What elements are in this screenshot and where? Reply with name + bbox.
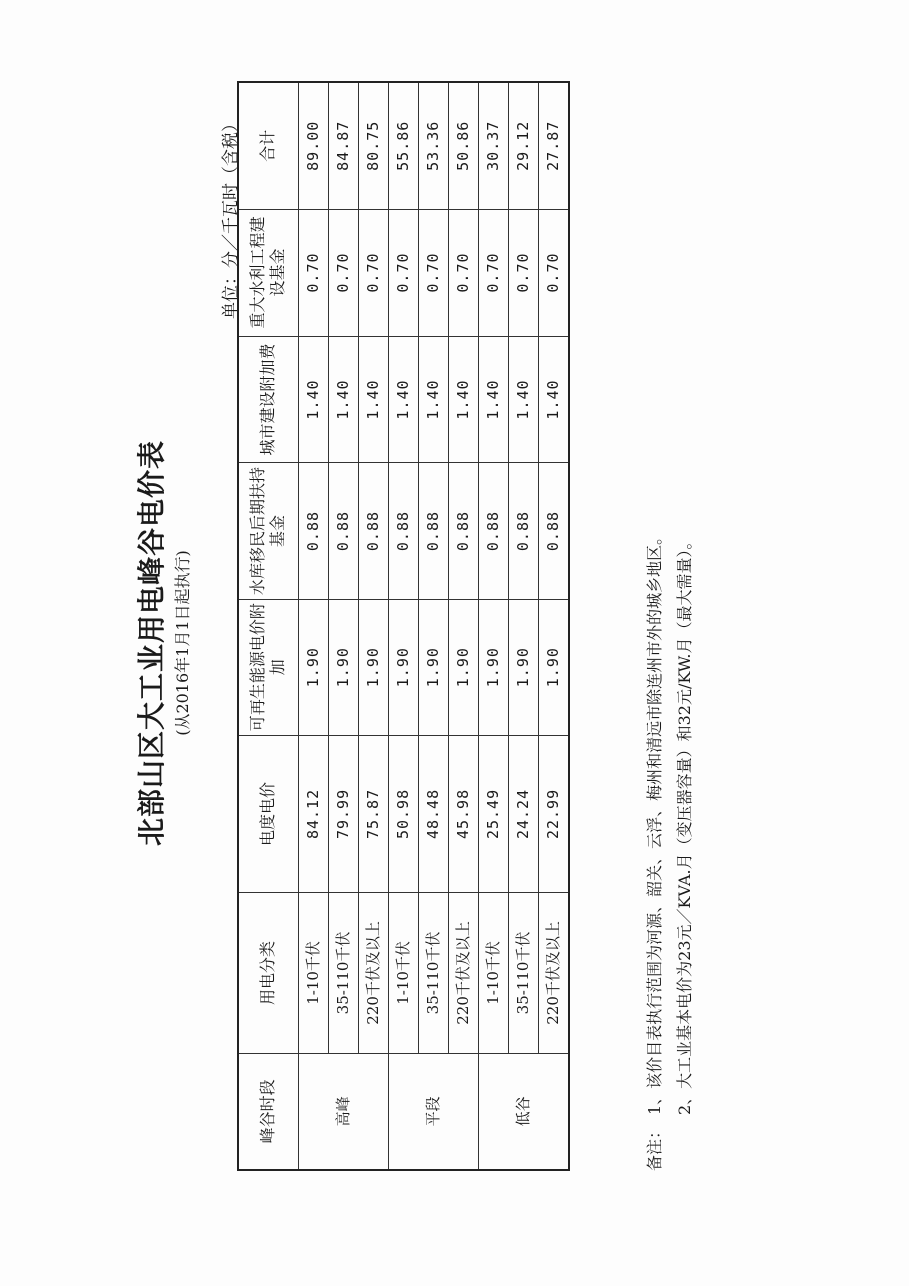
category-cell: 35-110千伏 [418, 893, 448, 1054]
renewable-cell: 1.90 [298, 599, 328, 735]
water-cell: 0.70 [328, 209, 358, 336]
table-row [328, 82, 358, 1170]
note-line-2 [670, 529, 700, 1171]
page-subtitle: (从2016年1月1日起执行) [173, 550, 192, 736]
reservoir-cell: 0.88 [388, 463, 418, 599]
category-cell: 1-10千伏 [298, 893, 328, 1054]
energy-price-cell: 75.87 [358, 735, 388, 892]
notes-block [640, 529, 700, 1171]
renewable-cell: 1.90 [448, 599, 478, 735]
header-total: 合计 [238, 82, 298, 209]
renewable-cell: 1.90 [358, 599, 388, 735]
header-category: 用电分类 [238, 893, 298, 1054]
total-cell: 30.37 [478, 82, 508, 209]
water-cell: 0.70 [508, 209, 538, 336]
total-cell: 55.86 [388, 82, 418, 209]
table-row [478, 82, 508, 1170]
renewable-cell: 1.90 [328, 599, 358, 735]
note-line-1 [640, 529, 670, 1171]
table-row [388, 82, 418, 1170]
renewable-cell: 1.90 [388, 599, 418, 735]
renewable-cell: 1.90 [418, 599, 448, 735]
unit-label: 单位：分／千瓦时（含税） [221, 115, 241, 319]
city-cell: 1.40 [478, 336, 508, 463]
category-cell: 1-10千伏 [478, 893, 508, 1054]
header-water: 重大水利工程建设基金 [238, 209, 298, 336]
table-row [298, 82, 328, 1170]
city-cell: 1.40 [508, 336, 538, 463]
energy-price-cell: 45.98 [448, 735, 478, 892]
water-cell: 0.70 [538, 209, 569, 336]
energy-price-cell: 79.99 [328, 735, 358, 892]
energy-price-cell: 22.99 [538, 735, 569, 892]
note-item-2: 2、大工业基本电价为23元／KVA.月（变压器容量）和32元/KW.月（最大需量）。 [675, 533, 694, 1115]
category-cell: 220千伏及以上 [358, 893, 388, 1054]
price-table [237, 81, 570, 1171]
total-cell: 89.00 [298, 82, 328, 209]
city-cell: 1.40 [298, 336, 328, 463]
city-cell: 1.40 [418, 336, 448, 463]
energy-price-cell: 25.49 [478, 735, 508, 892]
note-item-1: 1、该价目表执行范围为河源、韶关、云浮、梅州和清远市除连州市外的城乡地区。 [645, 528, 664, 1115]
city-cell: 1.40 [538, 336, 569, 463]
energy-price-cell: 24.24 [508, 735, 538, 892]
header-energy-price: 电度电价 [238, 735, 298, 892]
city-cell: 1.40 [358, 336, 388, 463]
water-cell: 0.70 [448, 209, 478, 336]
total-cell: 80.75 [358, 82, 388, 209]
total-cell: 84.87 [328, 82, 358, 209]
city-cell: 1.40 [328, 336, 358, 463]
water-cell: 0.70 [358, 209, 388, 336]
city-cell: 1.40 [448, 336, 478, 463]
reservoir-cell: 0.88 [358, 463, 388, 599]
reservoir-cell: 0.88 [478, 463, 508, 599]
reservoir-cell: 0.88 [418, 463, 448, 599]
renewable-cell: 1.90 [538, 599, 569, 735]
reservoir-cell: 0.88 [298, 463, 328, 599]
header-city: 城市建设附加费 [238, 336, 298, 463]
header-period: 峰谷时段 [238, 1053, 298, 1170]
header-reservoir: 水库移民后期扶持基金 [238, 463, 298, 599]
reservoir-cell: 0.88 [328, 463, 358, 599]
water-cell: 0.70 [388, 209, 418, 336]
total-cell: 27.87 [538, 82, 569, 209]
table-row [538, 82, 569, 1170]
category-cell: 1-10千伏 [388, 893, 418, 1054]
table-row [448, 82, 478, 1170]
renewable-cell: 1.90 [508, 599, 538, 735]
energy-price-cell: 50.98 [388, 735, 418, 892]
total-cell: 53.36 [418, 82, 448, 209]
period-cell: 高峰 [298, 1053, 388, 1170]
period-cell: 平段 [388, 1053, 478, 1170]
energy-price-cell: 84.12 [298, 735, 328, 892]
water-cell: 0.70 [298, 209, 328, 336]
energy-price-cell: 48.48 [418, 735, 448, 892]
table-header-row [238, 82, 298, 1170]
total-cell: 29.12 [508, 82, 538, 209]
category-cell: 35-110千伏 [508, 893, 538, 1054]
water-cell: 0.70 [418, 209, 448, 336]
category-cell: 220千伏及以上 [538, 893, 569, 1054]
reservoir-cell: 0.88 [508, 463, 538, 599]
reservoir-cell: 0.88 [448, 463, 478, 599]
renewable-cell: 1.90 [478, 599, 508, 735]
table-row [358, 82, 388, 1170]
water-cell: 0.70 [478, 209, 508, 336]
notes-prefix: 备注： [645, 1122, 664, 1171]
header-renewable: 可再生能源电价附加 [238, 599, 298, 735]
category-cell: 220千伏及以上 [448, 893, 478, 1054]
period-cell: 低谷 [478, 1053, 569, 1170]
reservoir-cell: 0.88 [538, 463, 569, 599]
page-title: 北部山区大工业用电峰谷电价表 [135, 440, 168, 847]
table-row [418, 82, 448, 1170]
total-cell: 50.86 [448, 82, 478, 209]
table-row [508, 82, 538, 1170]
category-cell: 35-110千伏 [328, 893, 358, 1054]
city-cell: 1.40 [388, 336, 418, 463]
